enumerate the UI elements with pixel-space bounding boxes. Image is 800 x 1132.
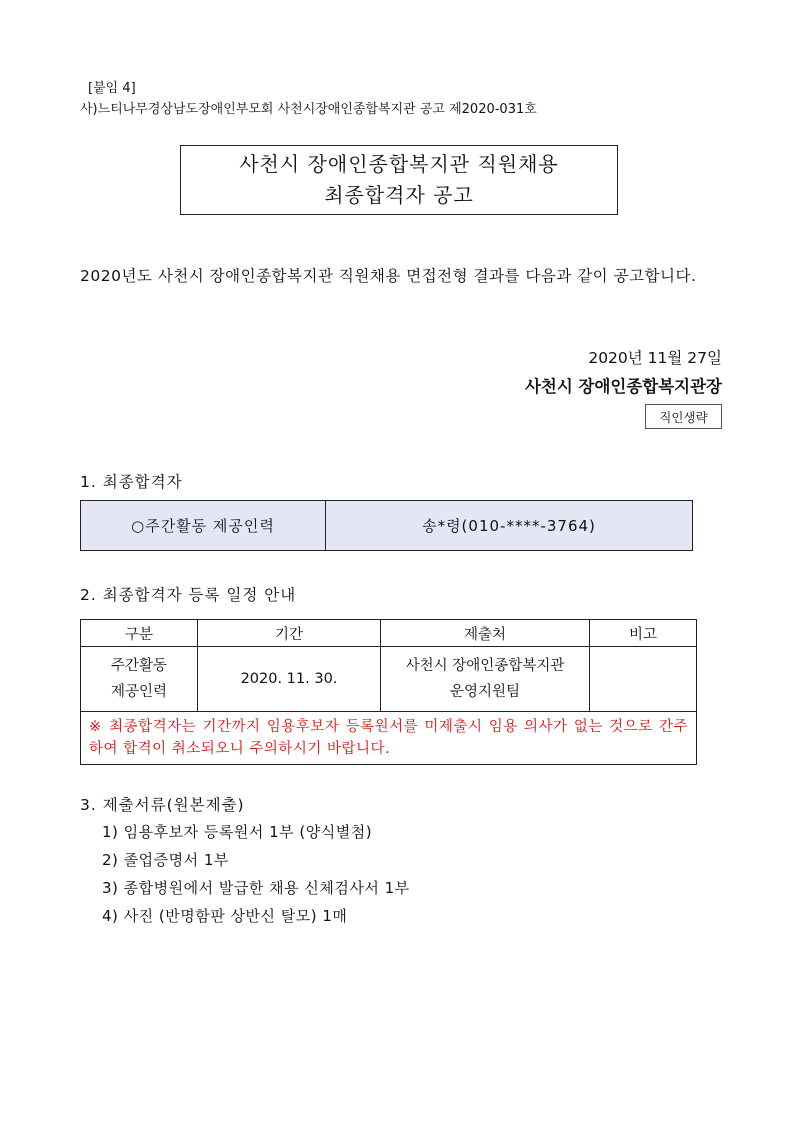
category-line-2: 제공인력	[110, 684, 168, 700]
intro-text: 2020년도 사천시 장애인종합복지관 직원채용 면접전형 결과를 다음과 같이 공고합니다.	[80, 267, 697, 285]
seal-omitted-box: 직인생략	[645, 404, 722, 429]
list-item: 3) 종합병원에서 발급한 채용 신체검사서 1부	[102, 879, 410, 897]
category-cell	[81, 647, 198, 712]
notice-date: 2020년 11월 27일	[588, 349, 722, 367]
section-3-title: 3. 제출서류(원본제출)	[80, 796, 245, 814]
remark-cell	[590, 647, 697, 712]
list-item: 4) 사진 (반명함판 상반신 탈모) 1매	[102, 907, 348, 925]
header-remark: 비고	[590, 620, 697, 647]
period-cell: 2020. 11. 30.	[198, 647, 381, 712]
notice-reference: 사)느티나무경상남도장애인부모회 사천시장애인종합복지관 공고 제2020-031호	[80, 102, 537, 117]
table-row	[81, 647, 697, 712]
header-submit-to: 제출처	[381, 620, 590, 647]
section-2-title: 2. 최종합격자 등록 일정 안내	[80, 586, 297, 604]
header-period: 기간	[198, 620, 381, 647]
category-line-1: 주간활동	[110, 658, 168, 674]
submit-to-cell	[381, 647, 590, 712]
final-candidate-table	[80, 500, 693, 551]
list-item: 1) 임용후보자 등록원서 1부 (양식별첨)	[102, 823, 373, 841]
registration-schedule-table	[80, 619, 697, 765]
header-category: 구분	[81, 620, 198, 647]
position-cell: ○주간활동 제공인력	[81, 501, 326, 551]
attachment-label: [붙임 4]	[88, 81, 136, 96]
submit-to-line-1: 사천시 장애인종합복지관	[405, 658, 565, 674]
submit-to-line-2: 운영지원팀	[449, 684, 521, 700]
table-row	[81, 501, 693, 551]
title-box	[180, 145, 618, 215]
candidate-cell: 송*령(010-****-3764)	[326, 501, 693, 551]
section-1-title: 1. 최종합격자	[80, 473, 183, 491]
warning-note: ※ 최종합격자는 기간까지 임용후보자 등록원서를 미제출시 임용 의사가 없는 것으로 간주하여 합격이 취소되오니 주의하시기 바랍니다.	[81, 712, 697, 765]
title-line-2: 최종합격자 공고	[324, 183, 474, 207]
list-item: 2) 졸업증명서 1부	[102, 851, 229, 869]
title-line-1: 사천시 장애인종합복지관 직원채용	[239, 152, 559, 176]
note-row	[81, 712, 697, 765]
issuer-name: 사천시 장애인종합복지관장	[524, 377, 722, 396]
table-header-row	[81, 620, 697, 647]
